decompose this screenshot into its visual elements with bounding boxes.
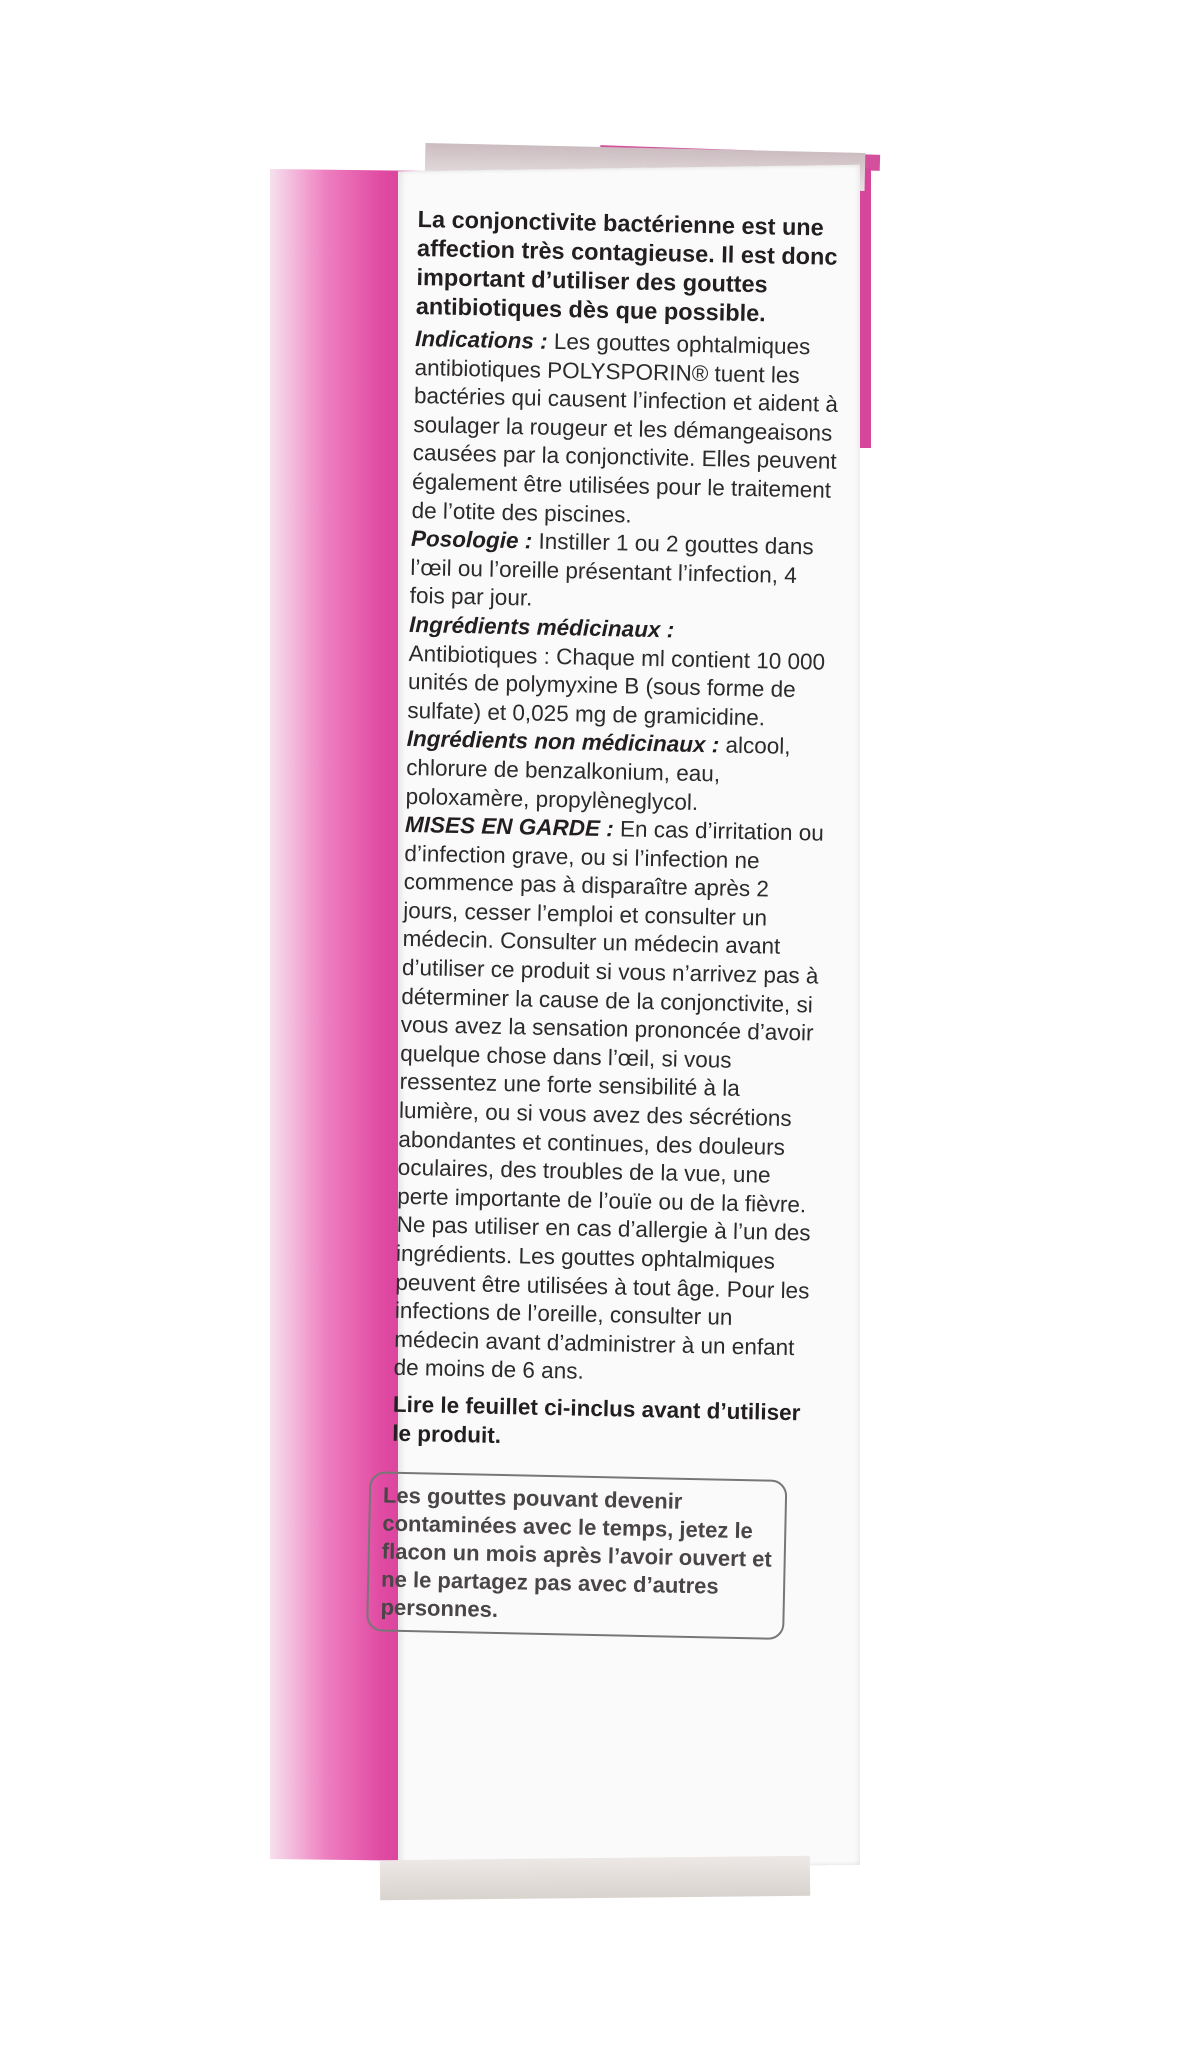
- posologie-section: [409, 525, 836, 620]
- intro-text: La conjonctivite bactérienne est une affection très contagieuse. Il est donc important d’utiliser des gouttes antibiotiques dès que possible.: [415, 205, 838, 327]
- non-medicinaux-section: [405, 725, 832, 820]
- warnings-section: [393, 811, 830, 1392]
- contamination-notice-box: Les gouttes pouvant devenir contaminées avec le temps, jetez le flacon un mois après l’avoir ouvert et ne le partagez pas avec d’autres personnes.: [366, 1471, 787, 1640]
- medicinaux-section: [407, 611, 834, 734]
- indications-section: [411, 325, 840, 534]
- non-medicinaux-label: Ingrédients non médicinaux :: [406, 726, 720, 758]
- warnings-text: En cas d’irritation ou d’infection grave, ou si l’infection ne commence pas à disparaître après 2 jours, cesser l’emploi et consulter un médecin. Consulter un médecin avant d’utiliser ce produit si vous n’arrivez pas à déterminer la cause de la conjonctivite, si vous avez la sensation prononcée d’avoir quelque chose dans l’œil, si vous ressentez une forte sensibilité à la lumière, ou si vous avez des sécrétions abondantes et continues, des douleurs oculaires, des troubles de la vue, une perte importante de l’ouïe ou de la fièvre. Ne pas utiliser en cas d’allergie à l’un des ingrédients. Les gouttes ophtalmiques peuvent être utilisées à tout âge. Pour les infections de l’oreille, consulter un médecin avant d’administrer à un enfant de moins de 6 ans.: [393, 816, 825, 1385]
- box-bottom-flap: [380, 1856, 810, 1901]
- posologie-text: Instiller 1 ou 2 gouttes dans l’œil ou l’oreille présentant l’infection, 4 fois par jour.: [409, 528, 814, 611]
- leaflet-notice: Lire le feuillet ci-inclus avant d’utiliser le produit.: [392, 1391, 801, 1448]
- medicinaux-label: Ingrédients médicinaux :: [408, 611, 675, 643]
- non-medicinaux-text: alcool, chlorure de benzalkonium, eau, poloxamère, propylèneglycol.: [405, 732, 791, 815]
- indications-text: Les gouttes ophtalmiques antibiotiques POLYSPORIN® tuent les bactéries qui causent l’infection et aident à soulager la rougeur et les démangeaisons causées par la conjonctivite. Elles peuvent également être utilisées pour le traitement de l’otite des piscines.: [411, 328, 839, 528]
- posologie-label: Posologie :: [410, 526, 533, 554]
- warnings-label: MISES EN GARDE :: [404, 811, 615, 842]
- label-text-column: [380, 205, 843, 1641]
- indications-label: Indications :: [414, 325, 548, 354]
- medicinaux-text: Antibiotiques : Chaque ml contient 10 000 unités de polymyxine B (sous forme de sulfate) et 0,025 mg de gramicidine.: [407, 640, 826, 731]
